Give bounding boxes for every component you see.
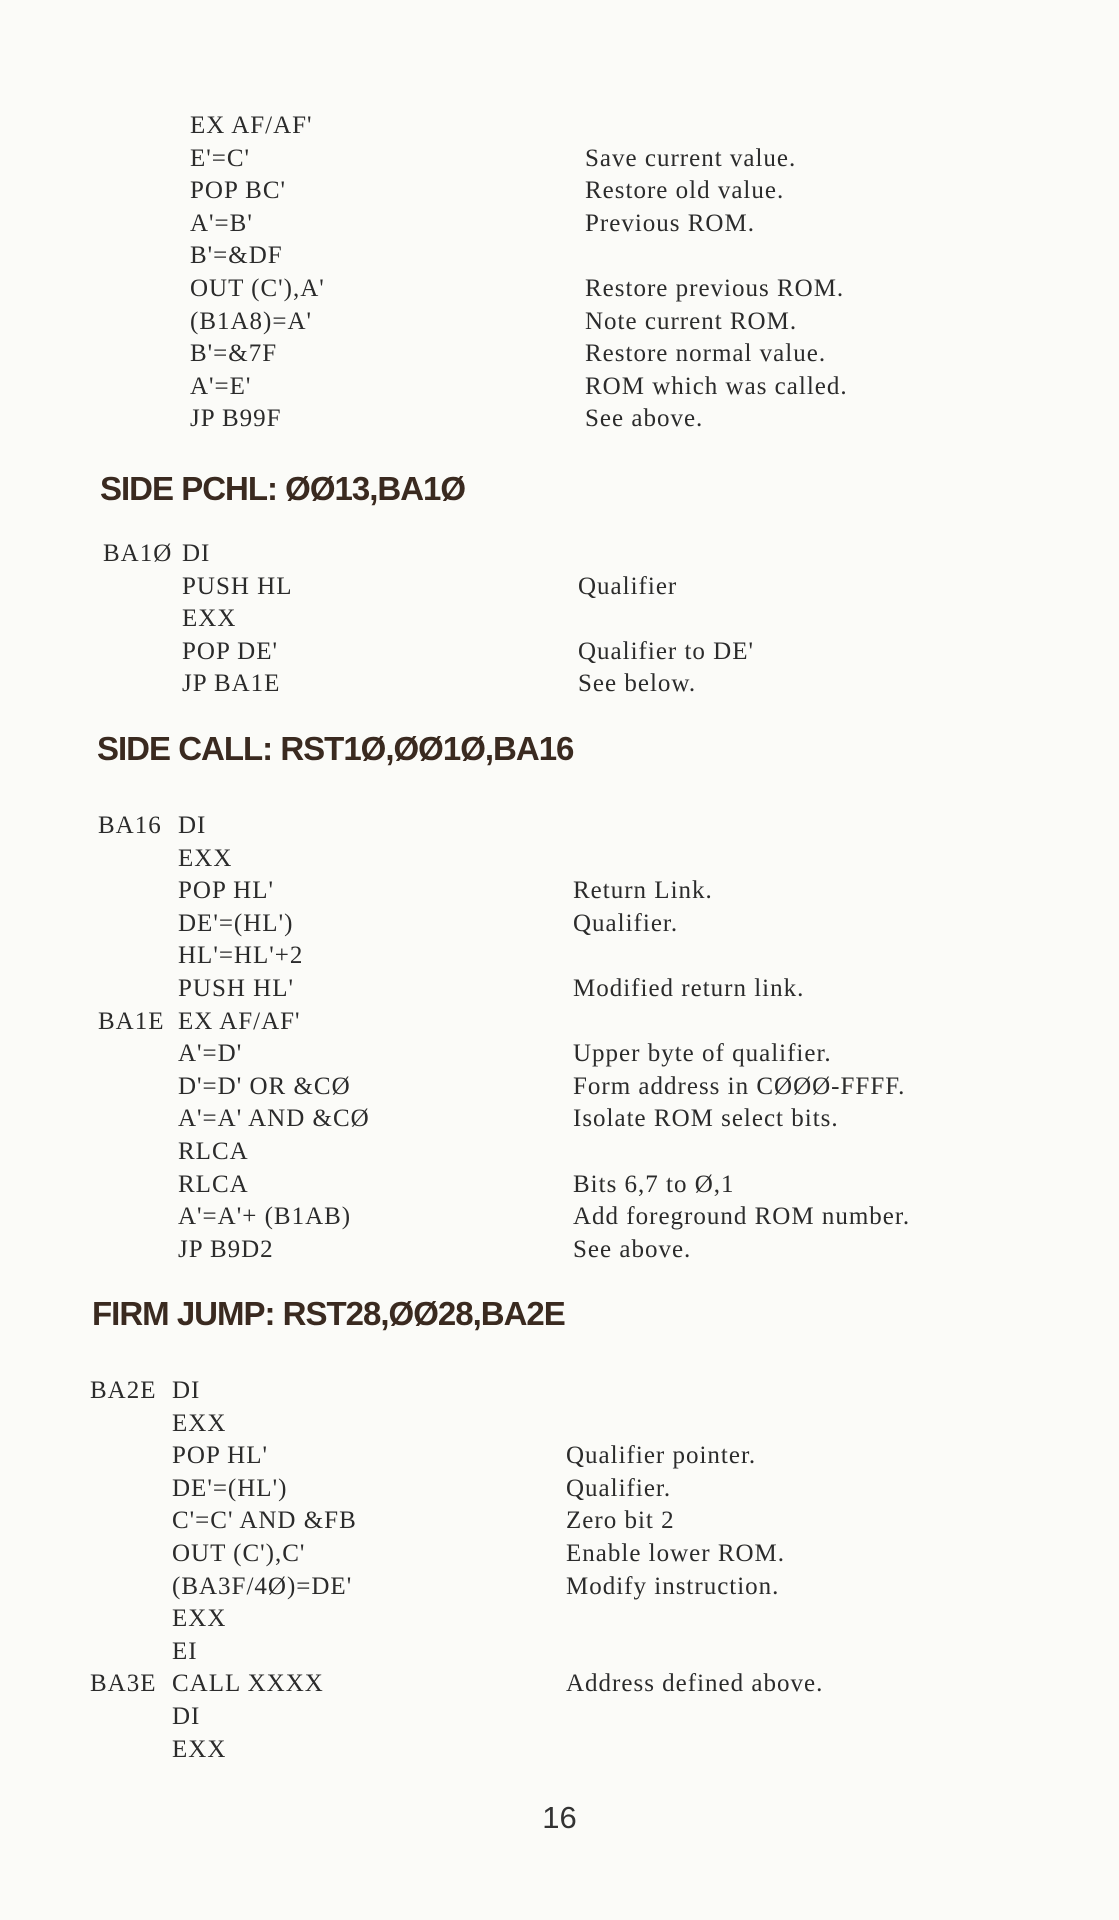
code-instruction: DI	[172, 1377, 201, 1404]
section-heading: SIDE CALL: RST1Ø,ØØ1Ø,BA16	[97, 730, 574, 767]
code-instruction: A'=B'	[190, 210, 253, 237]
code-instruction: PUSH HL'	[178, 975, 294, 1002]
section-heading: FIRM JUMP: RST28,ØØ28,BA2E	[92, 1295, 565, 1332]
code-comment: Qualifier.	[566, 1475, 672, 1502]
code-comment: Enable lower ROM.	[566, 1540, 786, 1567]
code-instruction: POP HL'	[172, 1442, 269, 1469]
code-instruction: CALL XXXX	[172, 1670, 324, 1697]
code-comment: Qualifier pointer.	[566, 1442, 757, 1469]
code-instruction: JP B99F	[190, 405, 282, 432]
code-instruction: POP DE'	[182, 638, 279, 665]
code-instruction: EI	[172, 1638, 198, 1665]
code-instruction: A'=A'+ (B1AB)	[178, 1203, 352, 1230]
code-comment: Qualifier to DE'	[578, 638, 755, 665]
code-instruction: DE'=(HL')	[172, 1475, 288, 1502]
code-comment: Add foreground ROM number.	[573, 1203, 911, 1230]
code-comment: See above.	[573, 1236, 692, 1263]
code-instruction: POP HL'	[178, 877, 275, 904]
code-comment: Modified return link.	[573, 975, 805, 1002]
section-heading: SIDE PCHL: ØØ13,BA1Ø	[100, 470, 466, 507]
code-instruction: A'=A' AND &CØ	[178, 1105, 370, 1132]
code-label: BA2E	[90, 1377, 157, 1404]
code-instruction: DI	[182, 540, 211, 567]
code-label: BA1E	[98, 1008, 165, 1035]
code-instruction: RLCA	[178, 1171, 249, 1198]
code-instruction: OUT (C'),C'	[172, 1540, 306, 1567]
code-instruction: B'=&7F	[190, 340, 278, 367]
code-instruction: EXX	[182, 605, 237, 632]
code-comment: Previous ROM.	[585, 210, 755, 237]
code-instruction: RLCA	[178, 1138, 249, 1165]
code-comment: Save current value.	[585, 145, 797, 172]
code-instruction: DI	[178, 812, 207, 839]
code-comment: Restore normal value.	[585, 340, 827, 367]
code-instruction: PUSH HL	[182, 573, 293, 600]
code-instruction: EX AF/AF'	[178, 1008, 301, 1035]
code-instruction: D'=D' OR &CØ	[178, 1073, 351, 1100]
code-instruction: C'=C' AND &FB	[172, 1507, 357, 1534]
code-instruction: A'=E'	[190, 373, 252, 400]
code-instruction: (BA3F/4Ø)=DE'	[172, 1573, 353, 1600]
code-instruction: DI	[172, 1703, 201, 1730]
code-comment: Zero bit 2	[566, 1507, 675, 1534]
code-instruction: EXX	[172, 1736, 227, 1763]
code-instruction: EXX	[178, 845, 233, 872]
code-instruction: A'=D'	[178, 1040, 243, 1067]
code-comment: Return Link.	[573, 877, 713, 904]
code-instruction: EXX	[172, 1410, 227, 1437]
code-comment: Qualifier	[578, 573, 678, 600]
code-instruction: POP BC'	[190, 177, 287, 204]
code-comment: Bits 6,7 to Ø,1	[573, 1171, 735, 1198]
code-instruction: OUT (C'),A'	[190, 275, 325, 302]
code-comment: Restore old value.	[585, 177, 785, 204]
code-instruction: EX AF/AF'	[190, 112, 313, 139]
code-comment: Address defined above.	[566, 1670, 824, 1697]
code-comment: See below.	[578, 670, 697, 697]
code-comment: Restore previous ROM.	[585, 275, 845, 302]
code-instruction: EXX	[172, 1605, 227, 1632]
code-comment: Isolate ROM select bits.	[573, 1105, 839, 1132]
code-instruction: JP BA1E	[182, 670, 281, 697]
code-comment: Upper byte of qualifier.	[573, 1040, 832, 1067]
code-comment: Form address in CØØØ-FFFF.	[573, 1073, 906, 1100]
code-comment: See above.	[585, 405, 704, 432]
code-comment: Qualifier.	[573, 910, 679, 937]
code-label: BA1Ø	[103, 540, 173, 567]
code-instruction: (B1A8)=A'	[190, 308, 313, 335]
code-comment: Modify instruction.	[566, 1573, 780, 1600]
code-comment: Note current ROM.	[585, 308, 798, 335]
code-instruction: B'=&DF	[190, 242, 283, 269]
code-instruction: HL'=HL'+2	[178, 942, 304, 969]
code-instruction: JP B9D2	[178, 1236, 274, 1263]
code-label: BA16	[98, 812, 162, 839]
code-comment: ROM which was called.	[585, 373, 848, 400]
code-instruction: E'=C'	[190, 145, 251, 172]
code-label: BA3E	[90, 1670, 157, 1697]
page-number: 16	[542, 1800, 577, 1835]
code-instruction: DE'=(HL')	[178, 910, 294, 937]
